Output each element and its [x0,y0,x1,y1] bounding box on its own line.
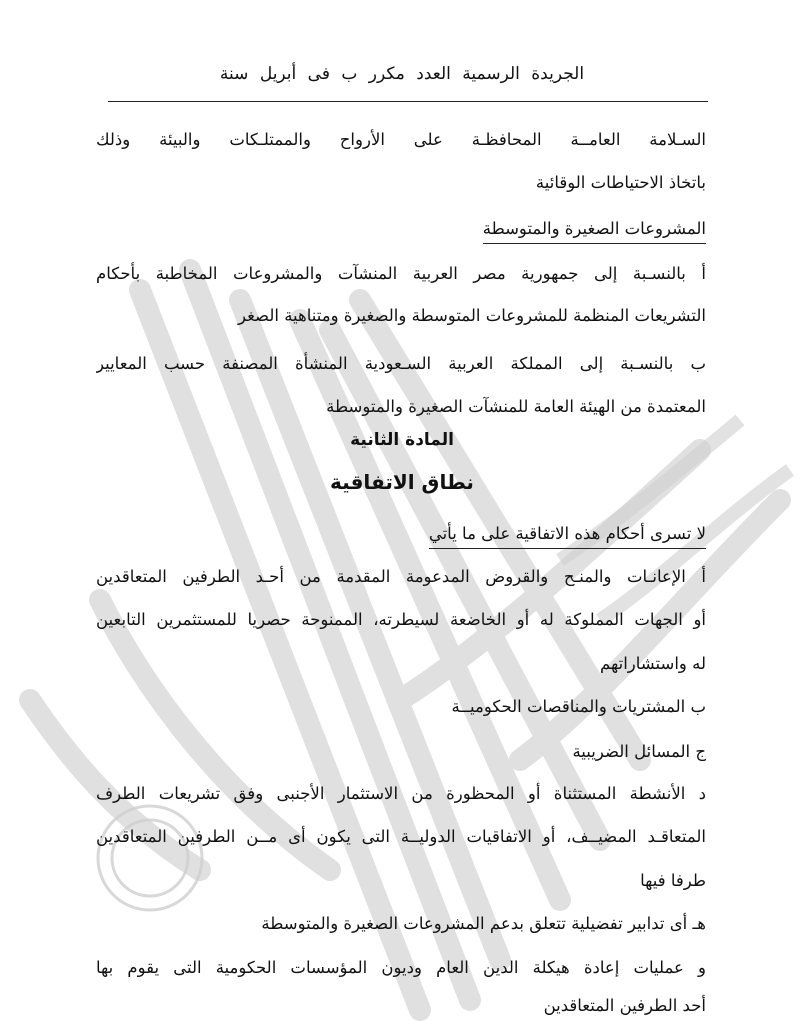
body-line-20: و عمليات إعادة هيكلة الدين العام وديون المؤسسات الحكومية التى يقوم بها [96,958,706,977]
body-line-15: ج المسائل الضريبية [572,742,706,761]
body-line-18: طرفا فيها [640,871,706,890]
body-line-2: باتخاذ الاحتياطات الوقائية [535,173,706,192]
article-subtitle: نطاق الاتفاقية [330,470,474,494]
scope-intro-text: لا تسرى أحكام هذه الاتفاقية على ما يأتي [429,522,706,549]
body-line-4: أ بالنسـبة إلى جمهورية مصر العربية المنشآت والمشروعات المخاطبة بأحكام [96,264,706,283]
section-heading-sme [96,217,706,244]
header-divider [108,101,708,102]
body-line-6: ب بالنسـبة إلى المملكة العربية السـعودية المنشأة المصنفة حسب المعايير [96,354,706,373]
page-header: الجريدة الرسمية العدد مكرر ب فى أبريل سنة [219,64,585,84]
section-heading-sme-text: المشروعات الصغيرة والمتوسطة [483,217,706,244]
body-line-19: هـ أى تدابير تفضيلية تتعلق بدعم المشروعات الصغيرة والمتوسطة [261,914,706,933]
body-line-7: المعتمدة من الهيئة العامة للمنشآت الصغيرة والمتوسطة [326,397,706,416]
article-title: المادة الثانية [350,430,454,450]
body-line-17: المتعاقـد المضيــف، أو الاتفاقيات الدوليــة التى يكون أى مــن الطرفين المتعاقدين [96,827,706,846]
body-line-12: أو الجهات المملوكة له أو الخاضعة لسيطرته، الممنوحة حصريا للمستثمرين التابعين [96,610,706,629]
body-line-16: د الأنشطة المستثناة أو المحظورة من الاستثمار الأجنبى وفق تشريعات الطرف [96,784,706,803]
body-line-5: التشريعات المنظمة للمشروعات المتوسطة والصغيرة ومتناهية الصغر [237,306,706,325]
scope-intro [96,522,706,549]
body-line-13: له واستشاراتهم [600,654,706,673]
body-line-14: ب المشتريات والمناقصات الحكوميــة [451,697,706,716]
body-line-1: السـلامة العامــة المحافظـة على الأرواح والممتلـكات والبيئة وذلك [96,130,706,149]
body-line-11: أ الإعانـات والمنـح والقروض المدعومة المقدمة من أحـد الطرفين المتعاقدين [96,567,706,586]
body-line-21: أحد الطرفين المتعاقدين [543,996,706,1015]
